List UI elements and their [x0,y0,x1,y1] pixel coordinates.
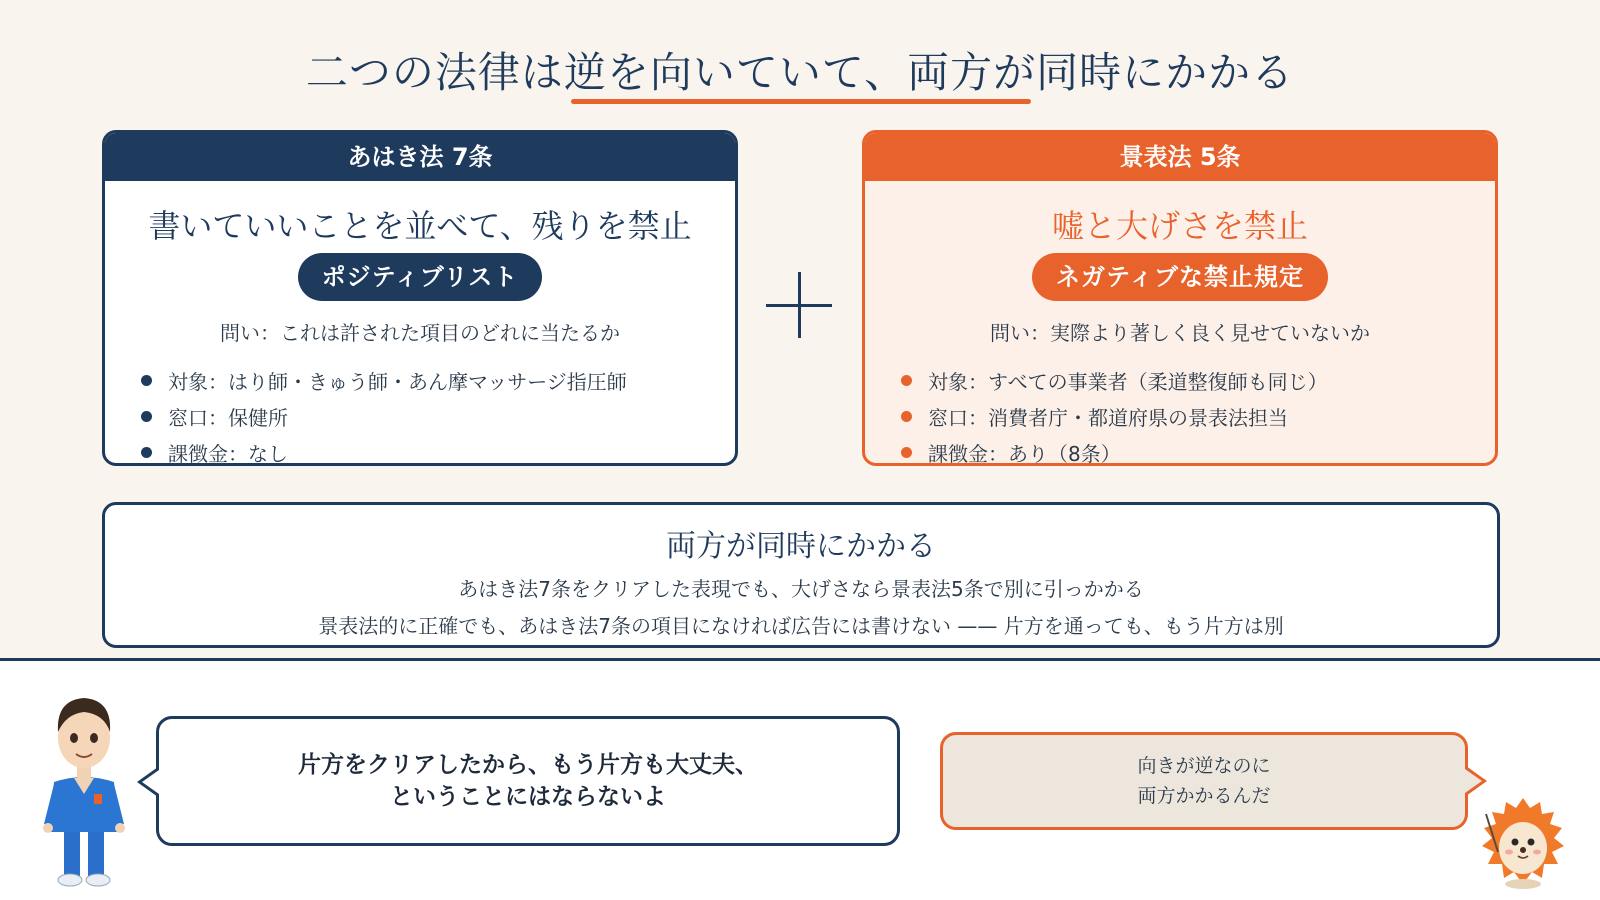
list-item: 課徴金：なし [141,434,735,466]
keihyo-card-question: 問い：実際より著しく良く見せていないか [990,321,1370,345]
keihyo-card-header: 景表法 5条 [865,133,1495,181]
doctor-bubble-tail-inner [142,770,159,794]
plus-icon [766,272,832,338]
hedgehog-bubble-tail-inner [1465,769,1482,793]
list-item: 課徴金：あり（8条） [901,434,1495,466]
ahaki-card-header: あはき法 7条 [105,133,735,181]
negative-rule-badge: ネガティブな禁止規定 [1032,253,1328,301]
list-item: 窓口：消費者庁・都道府県の景表法担当 [901,398,1495,434]
both-apply-line-2: 景表法的に正確でも、あはき法7条の項目になければ広告には書けない —— 片方を通っても、もう片方は別 [318,614,1284,638]
both-apply-line-1: あはき法7条をクリアした表現でも、大げさなら景表法5条で別に引っかかる [458,577,1144,601]
bullet-icon [141,375,152,386]
ahaki-card-question: 問い：これは許された項目のどれに当たるか [220,321,620,345]
page-title: 二つの法律は逆を向いていて、両方が同時にかかる [305,48,1295,97]
list-item: 窓口：保健所 [141,398,735,434]
doctor-speech-line-1: 片方をクリアしたから、もう片方も大丈夫、 [298,752,758,778]
bullet-icon [901,375,912,386]
doctor-speech-line-2: ということにはならないよ [390,784,666,810]
hedgehog-avatar [1478,792,1568,892]
ahaki-card-summary: 書いていいことを並べて、残りを禁止 [148,207,692,245]
hedgehog-speech-line-2: 両方かかるんだ [1137,785,1271,807]
title-underline [571,99,1031,104]
section-divider [0,658,1600,661]
both-apply-box [102,502,1500,648]
keihyo-card [862,130,1498,466]
doctor-avatar [36,686,132,890]
bullet-icon [141,447,152,458]
ahaki-card [102,130,738,466]
positive-list-badge: ポジティブリスト [298,253,543,301]
list-item: 対象：すべての事業者（柔道整復師も同じ） [901,362,1495,398]
hedgehog-speech-bubble [940,732,1468,830]
ahaki-card-bullets [141,362,735,466]
hedgehog-speech-line-1: 向きが逆なのに [1137,755,1271,777]
both-apply-title: 両方が同時にかかる [666,529,936,564]
bullet-icon [141,411,152,422]
keihyo-card-bullets [901,362,1495,466]
keihyo-card-summary: 嘘と大げさを禁止 [1051,207,1308,245]
bullet-icon [901,447,912,458]
doctor-speech-bubble [156,716,900,846]
bullet-icon [901,411,912,422]
list-item: 対象：はり師・きゅう師・あん摩マッサージ指圧師 [141,362,735,398]
